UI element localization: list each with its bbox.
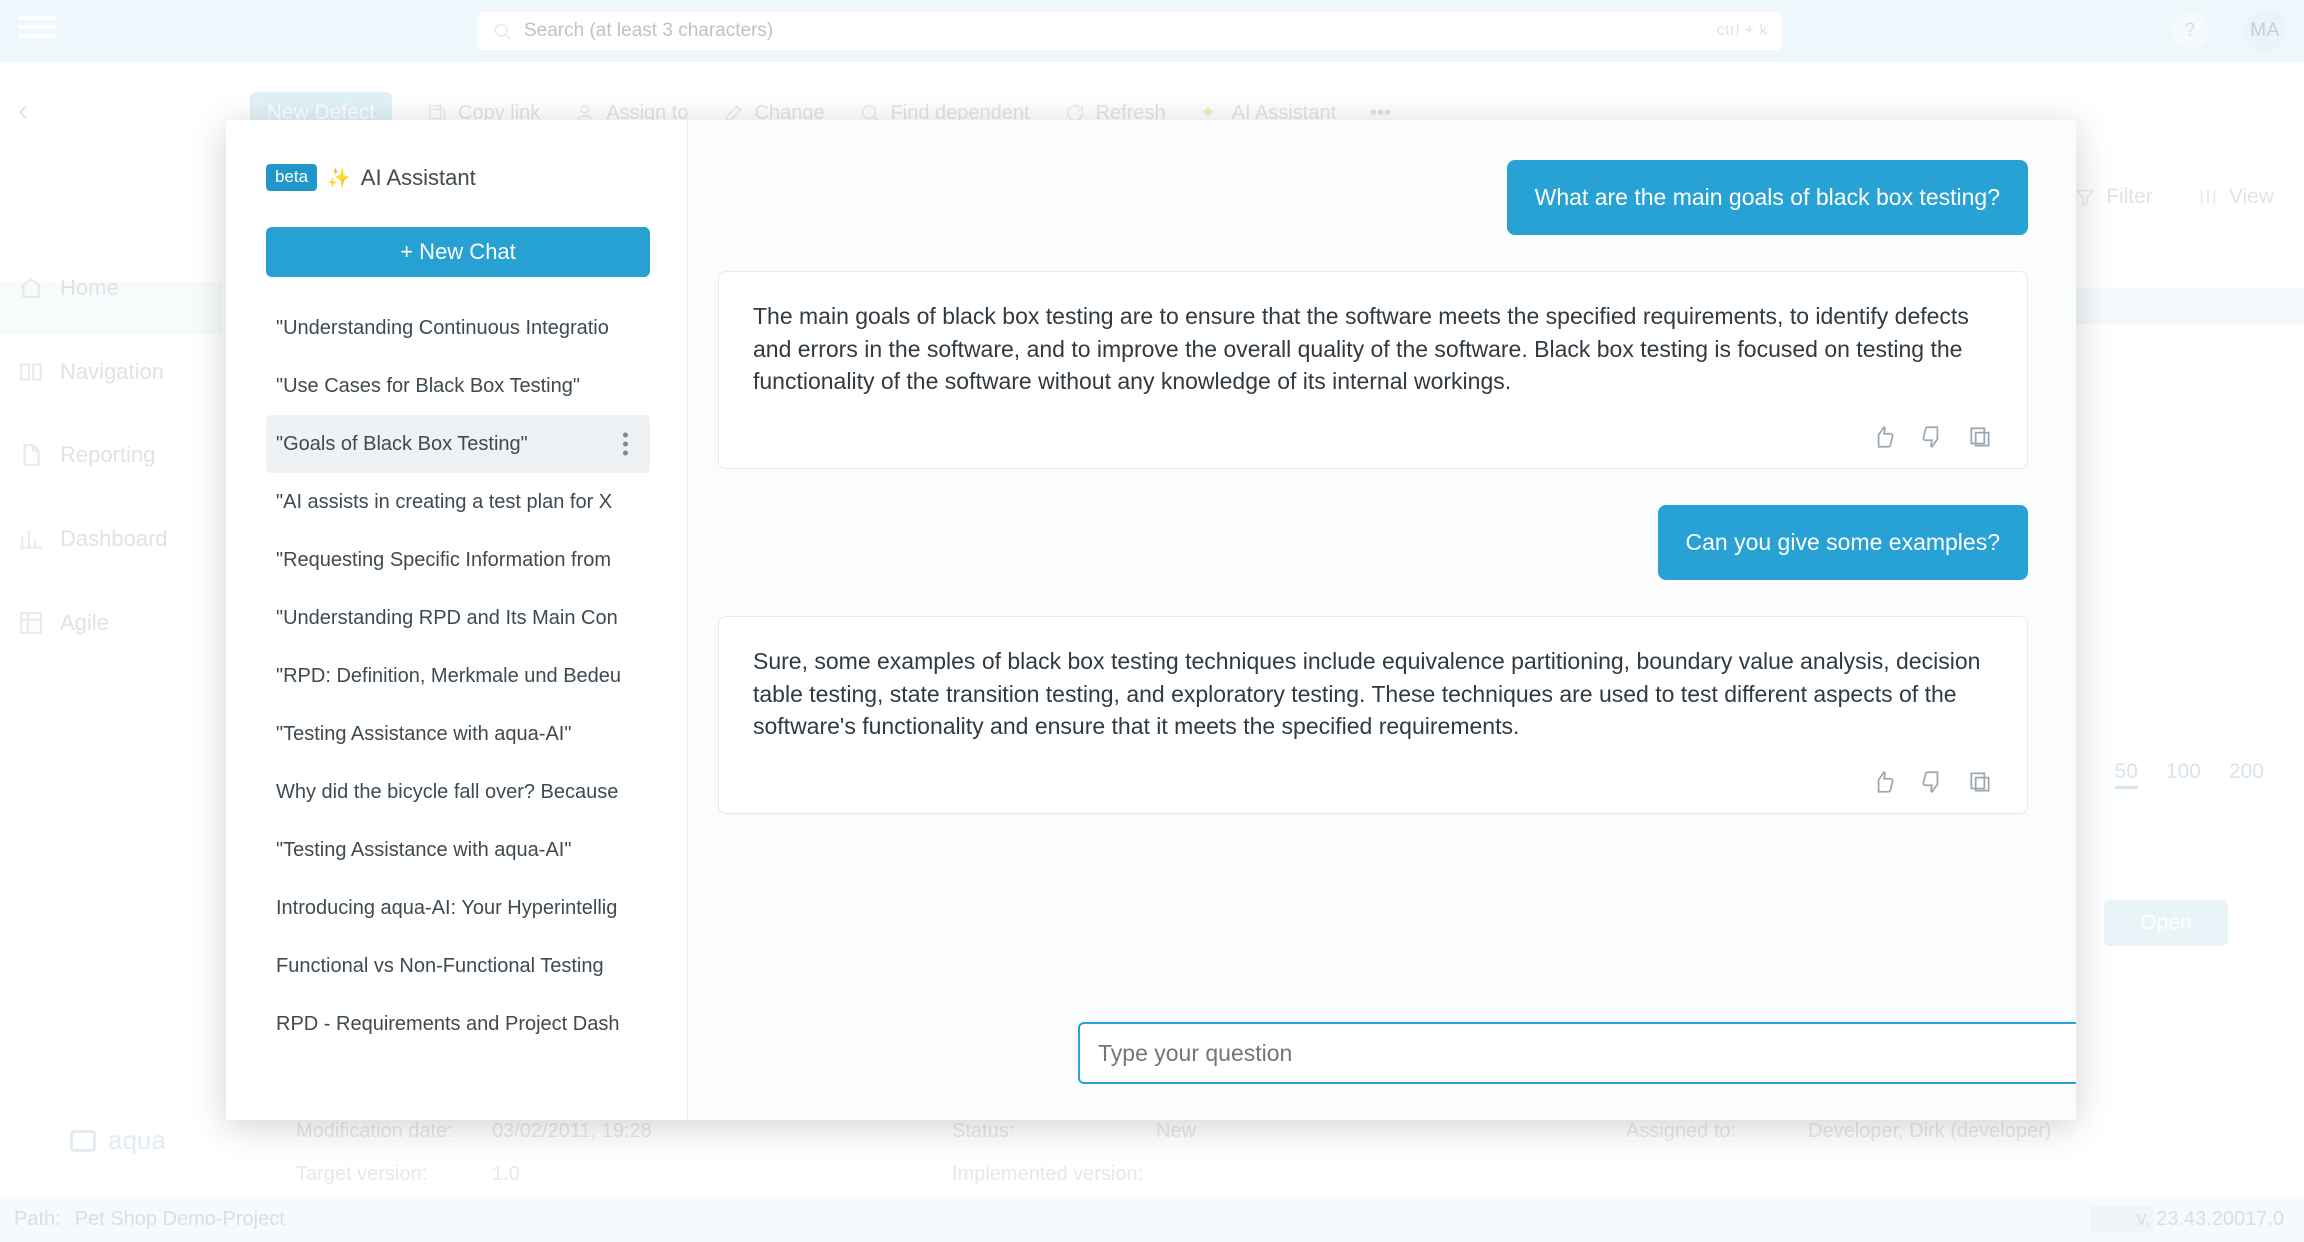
thumbs-up-icon[interactable] (1871, 769, 1897, 795)
chat-list-item[interactable] (266, 995, 650, 1053)
chat-title: "Goals of Black Box Testing" (276, 432, 528, 455)
chat-list-item[interactable] (266, 299, 650, 357)
ai-assistant-brand (266, 164, 657, 191)
chat-list-item[interactable] (266, 821, 650, 879)
chat-title: "Testing Assistance with aqua-AI" (276, 722, 572, 745)
sparkle-icon: ✨ (327, 167, 351, 189)
copy-icon[interactable] (1967, 769, 1993, 795)
question-input[interactable] (1096, 1039, 2076, 1068)
copy-icon[interactable] (1967, 424, 1993, 450)
thumbs-up-icon[interactable] (1871, 424, 1897, 450)
thumbs-down-icon[interactable] (1919, 769, 1945, 795)
chat-list-item[interactable] (266, 879, 650, 937)
chat-list-item[interactable] (266, 589, 650, 647)
thumbs-down-icon[interactable] (1919, 424, 1945, 450)
message-composer[interactable] (1078, 1022, 2076, 1084)
chat-list-item[interactable] (266, 473, 650, 531)
chat-title: "AI assists in creating a test plan for X (276, 490, 613, 513)
chat-title: "Use Cases for Black Box Testing" (276, 374, 580, 397)
chat-list-item[interactable] (266, 647, 650, 705)
ai-assistant-title: AI Assistant (360, 164, 476, 190)
chat-title: "RPD: Definition, Merkmale und Bedeu (276, 664, 622, 687)
chat-list-item[interactable] (266, 531, 650, 589)
beta-badge: beta (266, 164, 317, 191)
spacer (718, 469, 2028, 505)
chat-title: Functional vs Non-Functional Testing (276, 954, 604, 977)
message-text: What are the main goals of black box testing? (1534, 184, 2000, 210)
chat-title: "Requesting Specific Information from (276, 548, 612, 571)
chat-title: "Understanding RPD and Its Main Con (276, 606, 618, 629)
chat-title: Introducing aqua-AI: Your Hyperintellig (276, 896, 618, 919)
chat-list-item[interactable] (266, 763, 650, 821)
conversation-panel (688, 120, 2076, 1120)
chat-title: RPD - Requirements and Project Dash (276, 1012, 620, 1035)
assistant-message (718, 616, 2028, 814)
chat-list-item[interactable] (266, 937, 650, 995)
chat-list-item[interactable] (266, 357, 650, 415)
message-text: Can you give some examples? (1685, 529, 2000, 556)
chat-list-item[interactable] (266, 705, 650, 763)
message-actions (753, 769, 1993, 795)
assistant-message (718, 271, 2028, 469)
chat-title: "Understanding Continuous Integratio (276, 316, 609, 339)
ai-assistant-dialog (226, 120, 2076, 1120)
message-actions (753, 424, 1993, 450)
message-text: The main goals of black box testing are to ensure that the software meets the specified requirements, to identify defects and errors in the software, and to improve the overall quality of the software. Black box testing is focused on testing the functionality of the software without any knowledge of its internal workings. (753, 303, 1969, 395)
chat-list-item-active[interactable] (266, 415, 650, 473)
message-text: Sure, some examples of black box testing techniques include equivalence partitioning, boundary value analysis, decision table testing, state transition testing, and exploratory testing. These techniques are used to test different aspects of the software's functionality and ensure that it meets the specified requirements. (753, 648, 1981, 740)
chat-list (266, 299, 657, 1053)
chat-options-icon[interactable] (623, 433, 628, 456)
user-message (1658, 505, 2029, 580)
chat-title: Why did the bicycle fall over? Because (276, 780, 619, 803)
chat-title: "Testing Assistance with aqua-AI" (276, 838, 572, 861)
chat-history-panel (226, 120, 688, 1120)
user-message (1507, 160, 2028, 235)
new-chat-button[interactable]: + New Chat (266, 227, 650, 277)
